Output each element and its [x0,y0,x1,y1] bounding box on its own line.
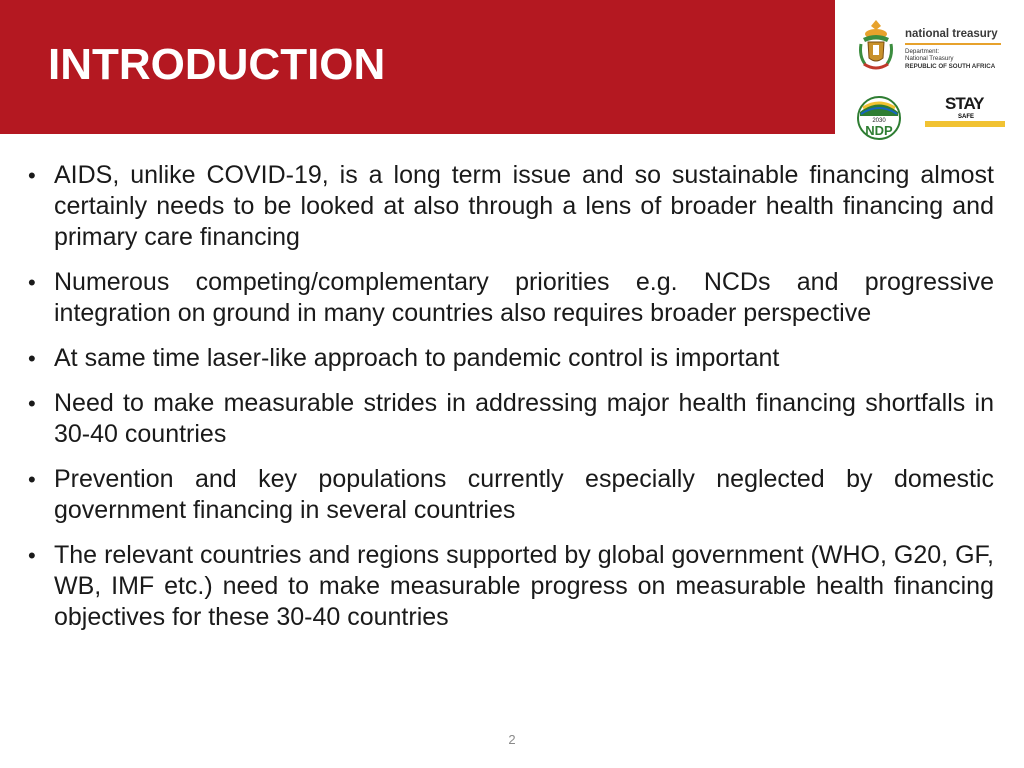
page-number: 2 [508,732,516,747]
treasury-name: national treasury [905,28,998,40]
bullet-icon: • [28,346,36,371]
bullet-list [28,160,994,633]
bullet-icon: • [28,391,36,416]
stay-safe-logo [925,94,1007,130]
coat-of-arms-icon [857,18,895,72]
stay-safe-text: SAFE [957,114,974,120]
bullet-icon: • [28,163,36,188]
treasury-logo-text [905,28,1023,70]
treasury-divider [905,43,1001,45]
bullet-icon: • [28,467,36,492]
treasury-department-name: National Treasury [905,55,954,63]
treasury-department: Department: [905,48,940,55]
bullet-text: Need to make measurable strides in addressing major health financing shortfalls in 30-40 countries [54,389,994,448]
ndp-year: 2030 [872,118,886,124]
stay-safe-band [925,121,1005,127]
bullet-icon: • [28,543,36,568]
list-item [28,343,994,374]
ndp-label: NDP [865,123,893,138]
bullet-text: AIDS, unlike COVID-19, is a long term issue and so sustainable financing almost certainly needs to be looked at also through a lens of broader health financing and primary care financing [54,161,994,251]
list-item [28,540,994,633]
list-item [28,388,994,450]
bullet-text: Prevention and key populations currently especially neglected by domestic government financing in several countries [54,465,994,524]
list-item [28,267,994,329]
ndp-2030-logo-icon [855,96,903,140]
bullet-text: The relevant countries and regions supported by global government (WHO, G20, GF, WB, IMF etc.) need to make measurable progress on measurable health financing objectives for these 30-40 countries [54,541,994,631]
header-bar [0,0,835,134]
content-area [28,160,994,647]
bullet-text: At same time laser-like approach to pandemic control is important [54,344,780,372]
page-title: INTRODUCTION [48,40,386,89]
treasury-country: REPUBLIC OF SOUTH AFRICA [905,62,996,70]
bullet-icon: • [28,270,36,295]
bullet-text: Numerous competing/complementary priorities e.g. NCDs and progressive integration on ground in many countries also requires broader perspective [54,268,994,327]
list-item [28,160,994,253]
list-item [28,464,994,526]
stay-word: STAY [945,94,984,113]
logo-area [845,0,1024,140]
